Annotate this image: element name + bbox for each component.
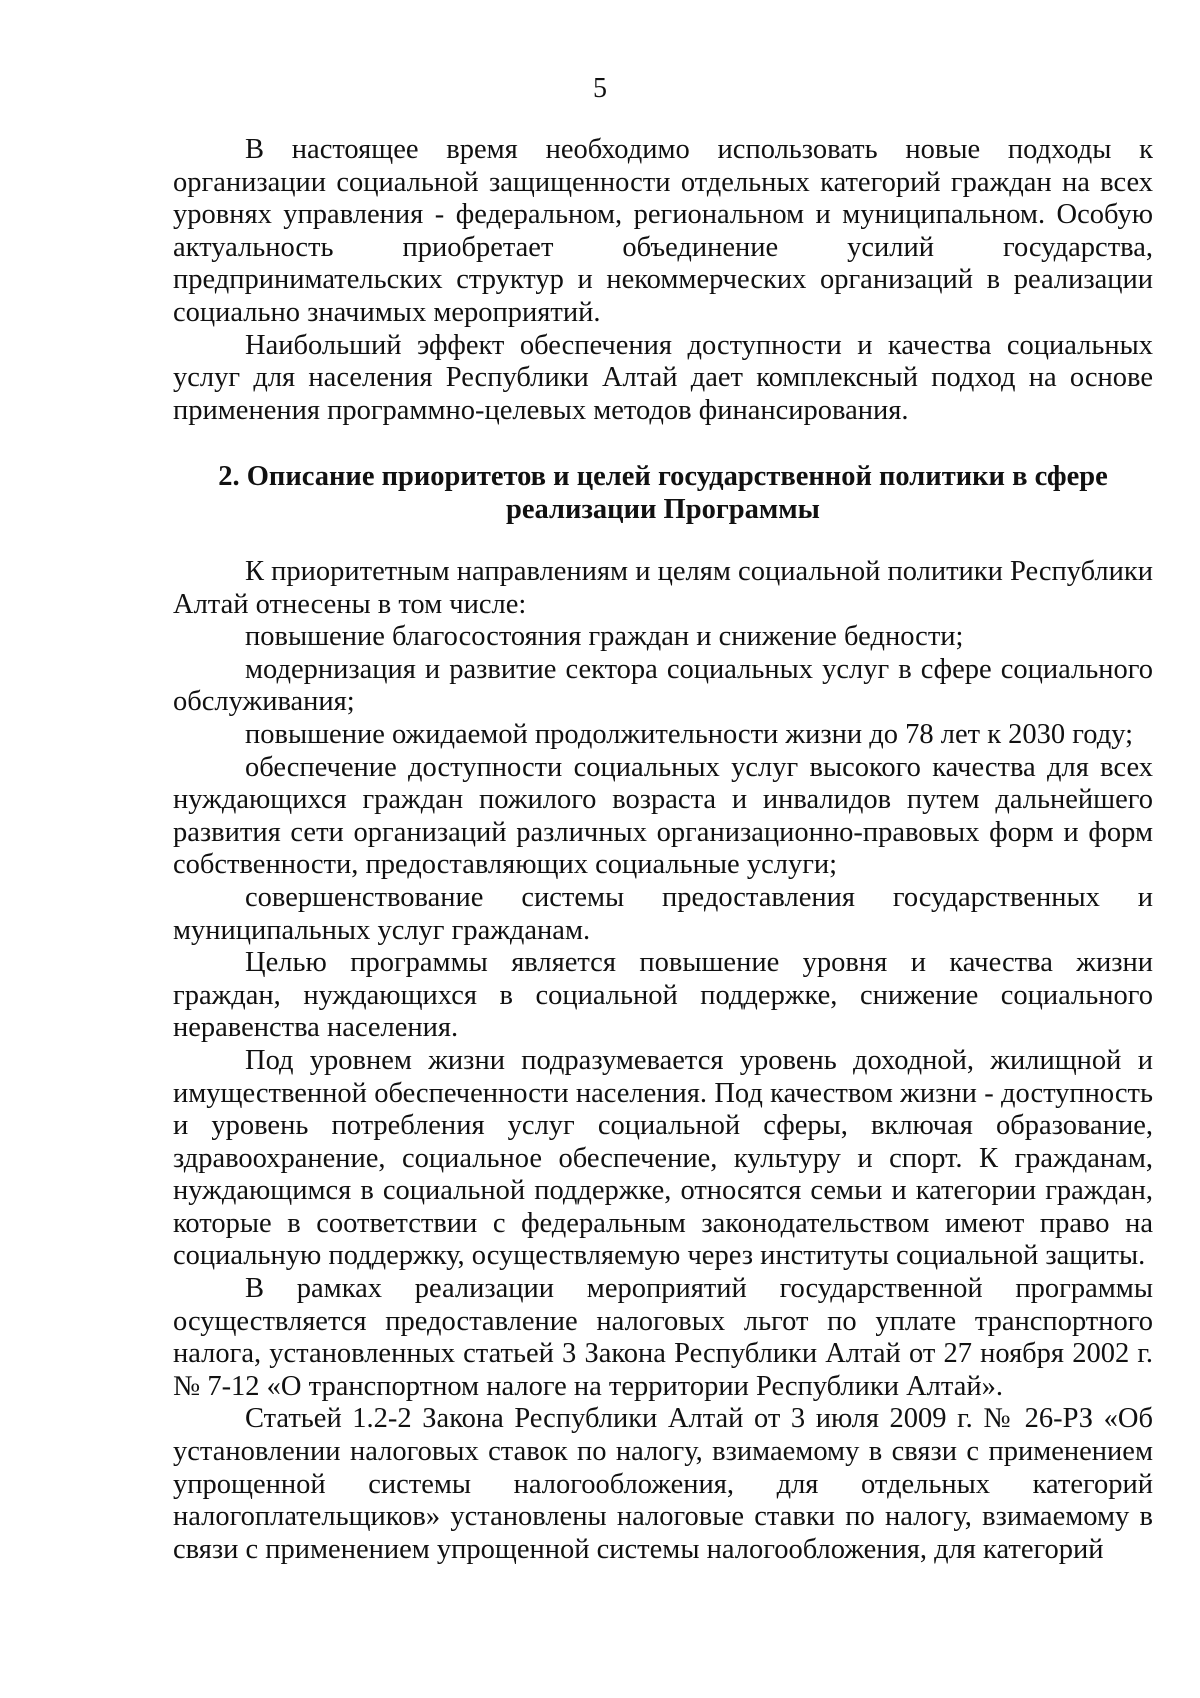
paragraph: Целью программы является повышение уровня и качества жизни граждан, нуждающихся в социальной поддержке, снижение социального неравенства населения. [173, 947, 1153, 1044]
paragraph: Под уровнем жизни подразумевается уровень доходной, жилищной и имущественной обеспеченности населения. Под качеством жизни - доступность и уровень потребления услуг социальной сферы, включая образование, здравоохранение, социальное обеспечение, культуру и спорт. К гражданам, нуждающимся в социальной поддержке, относятся семьи и категории граждан, которые в соответствии с федеральным законодательством имеют право на социальную поддержку, осуществляемую через институты социальной защиты. [173, 1044, 1153, 1272]
paragraph: Статьей 1.2-2 Закона Республики Алтай от 3 июля 2009 г. № 26-РЗ «Об установлении налоговых ставок по налогу, взимаемому в связи с применением упрощенной системы налогообложения, для отдельных категорий налогоплательщиков» установлены налоговые ставки по налогу, взимаемому в связи с применением упрощенной системы налогообложения, для категорий [173, 1403, 1153, 1565]
section-text [173, 556, 1153, 1566]
list-item: повышение благосостояния граждан и снижение бедности; [245, 621, 964, 653]
list-item: модернизация и развитие сектора социальных услуг в сфере социального обслуживания; [173, 653, 1153, 718]
paragraph: Наибольший эффект обеспечения доступности и качества социальных услуг для населения Республики Алтай дает комплексный подход на основе применения программно-целевых методов финансирования. [173, 329, 1153, 426]
list-item: совершенствование системы предоставления государственных и муниципальных услуг гражданам. [173, 881, 1153, 946]
paragraph: В настоящее время необходимо использовать новые подходы к организации социальной защищенности отдельных категорий граждан на всех уровнях управления - федеральном, региональном и муниципальном. Особую актуальность приобретает объединение усилий государства, предпринимательских структур и некоммерческих организаций в реализации социально значимых мероприятий. [173, 134, 1153, 328]
list-item: повышение ожидаемой продолжительности жизни до 78 лет к 2030 году; [245, 718, 1133, 750]
list-item: обеспечение доступности социальных услуг высокого качества для всех нуждающихся граждан пожилого возраста и инвалидов путем дальнейшего развития сети организаций различных организационно-правовых форм и форм собственности, предоставляющих социальные услуги; [173, 751, 1153, 881]
paragraph: В рамках реализации мероприятий государственной программы осуществляется предоставление налоговых льгот по уплате транспортного налога, установленных статьей 3 Закона Республики Алтай от 27 ноября 2002 г. № 7-12 «О транспортном налоге на территории Республики Алтай». [173, 1273, 1153, 1402]
paragraph: К приоритетным направлениям и целям социальной политики Республики Алтай отнесены в том числе: [173, 556, 1153, 620]
section-heading: 2. Описание приоритетов и целей государственной политики в сфере реализации Программы [218, 461, 1108, 525]
intro-text [173, 134, 1153, 427]
page-number: 5 [593, 73, 607, 104]
